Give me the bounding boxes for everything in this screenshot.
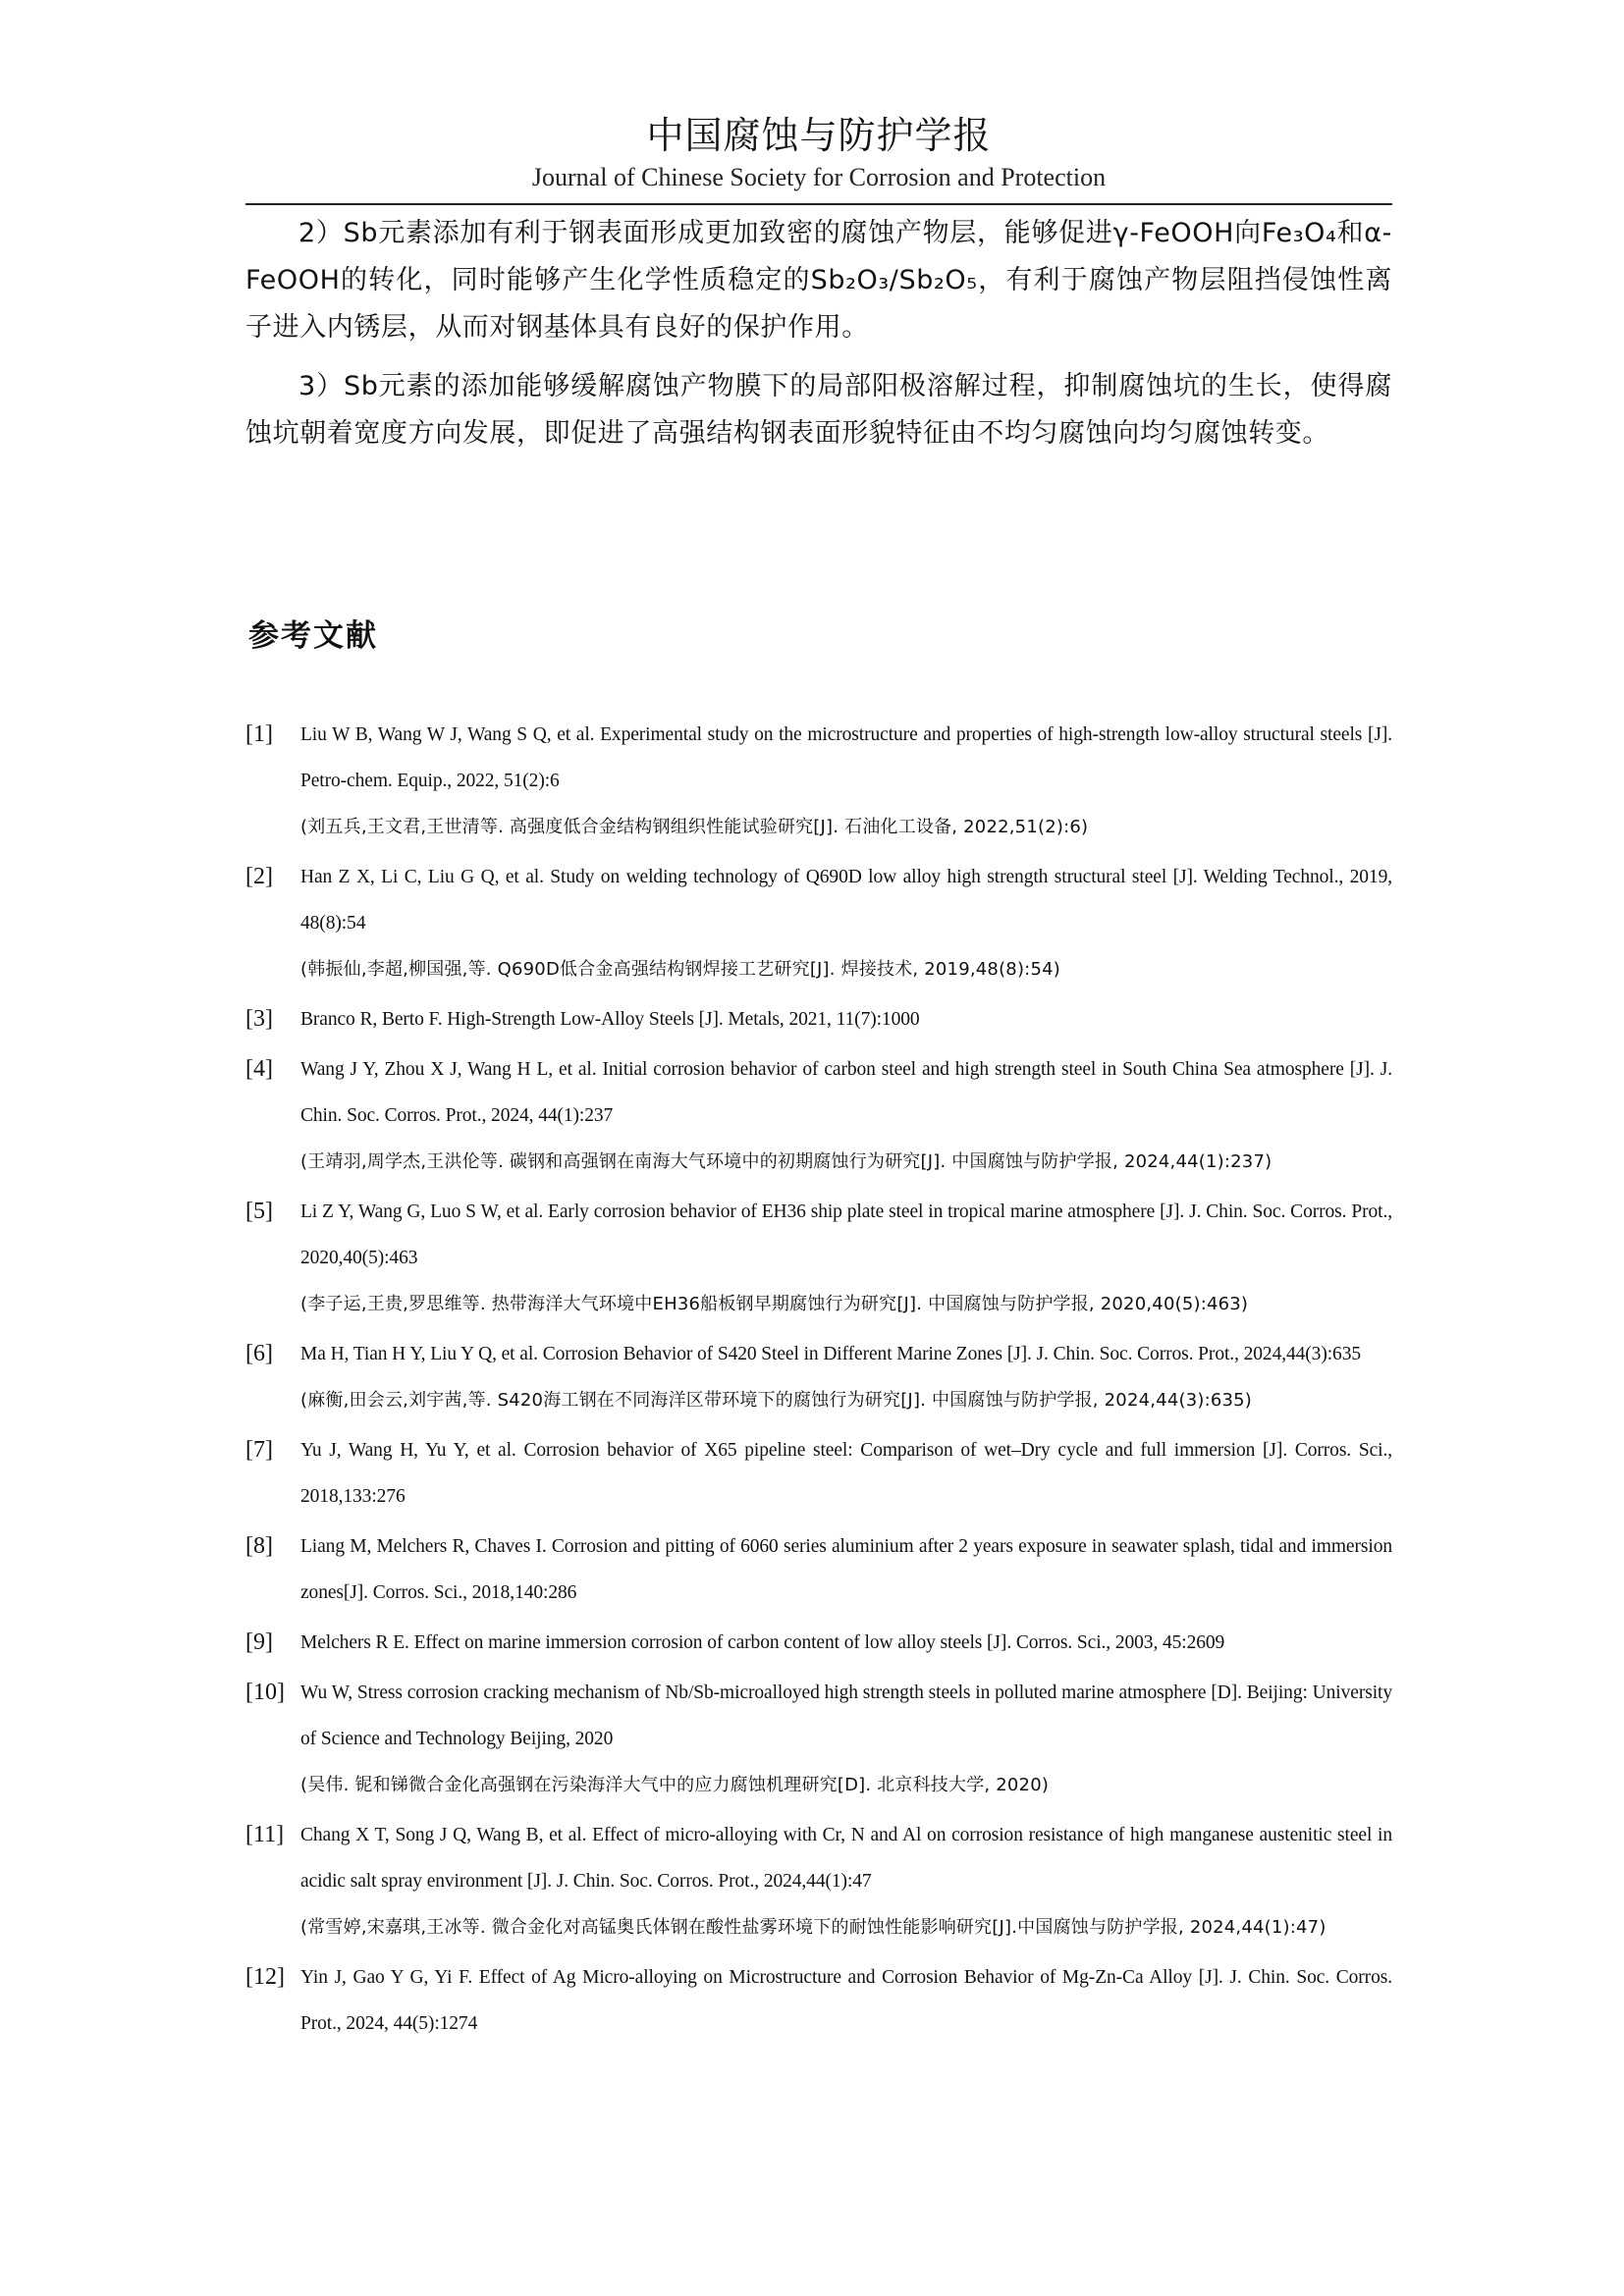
reference-list [245, 712, 1392, 2051]
reference-item [245, 1523, 1392, 1616]
reference-item [245, 1620, 1392, 1666]
header-rule [245, 203, 1392, 205]
reference-text-en: Liu W B, Wang W J, Wang S Q, et al. Experimental study on the microstructure and properties of high-strength low-alloy structural steels [J]. Petro-chem. Equip., 2022, 51(2):6 [300, 724, 1392, 791]
journal-title-en: Journal of Chinese Society for Corrosion and Protection [531, 163, 1107, 191]
reference-number: [5] [245, 1199, 273, 1224]
reference-number: [2] [245, 864, 273, 889]
reference-text-en: Li Z Y, Wang G, Luo S W, et al. Early corrosion behavior of EH36 ship plate steel in tropical marine atmosphere [J]. J. Chin. Soc. Corros. Prot., 2020,40(5):463 [300, 1201, 1392, 1268]
reference-text-zh: (常雪婷,宋嘉琪,王冰等. 微合金化对高锰奥氏体钢在酸性盐雾环境下的耐蚀性能影响研究[J].中国腐蚀与防护学报, 2024,44(1):47) [300, 1917, 1326, 1938]
reference-number: [10] [245, 1680, 285, 1705]
reference-number: [12] [245, 1964, 285, 1990]
reference-text-en: Han Z X, Li C, Liu G Q, et al. Study on welding technology of Q690D low alloy high strength structural steel [J]. Welding Technol., 2019, 48(8):54 [300, 867, 1392, 934]
reference-item [245, 1670, 1392, 1808]
reference-text-en: Branco R, Berto F. High-Strength Low-Alloy Steels [J]. Metals, 2021, 11(7):1000 [300, 1009, 920, 1030]
reference-item [245, 1954, 1392, 2047]
reference-text-en: Ma H, Tian H Y, Liu Y Q, et al. Corrosion Behavior of S420 Steel in Different Marine Zones [J]. J. Chin. Soc. Corros. Prot., 2024,44(3):635 [300, 1344, 1361, 1364]
reference-item [245, 996, 1392, 1042]
reference-number: [8] [245, 1533, 273, 1559]
reference-item [245, 854, 1392, 992]
reference-number: [6] [245, 1341, 273, 1366]
references-heading: 参考文献 [248, 618, 378, 654]
conclusions-section [245, 210, 1392, 469]
conclusion-paragraph: 3）Sb元素的添加能够缓解腐蚀产物膜下的局部阳极溶解过程，抑制腐蚀坑的生长，使得腐蚀坑朝着宽度方向发展，即促进了高强结构钢表面形貌特征由不均匀腐蚀向均匀腐蚀转变。 [245, 371, 1392, 449]
reference-item [245, 1046, 1392, 1185]
reference-item [245, 1331, 1392, 1423]
reference-text-zh: (吴伟. 铌和锑微合金化高强钢在污染海洋大气中的应力腐蚀机理研究[D]. 北京科技大学, 2020) [300, 1775, 1050, 1795]
running-header [245, 110, 1392, 194]
reference-text-en: Liang M, Melchers R, Chaves I. Corrosion and pitting of 6060 series aluminium after 2 years exposure in seawater splash, tidal and immersion zones[J]. Corros. Sci., 2018,140:286 [300, 1536, 1392, 1603]
reference-text-en: Chang X T, Song J Q, Wang B, et al. Effect of micro-alloying with Cr, N and Al on corrosion resistance of high manganese austenitic steel in acidic salt spray environment [J]. J. Chin. Soc. Corros. Prot., 2024,44(1):47 [300, 1825, 1392, 1892]
reference-text-en: Wang J Y, Zhou X J, Wang H L, et al. Initial corrosion behavior of carbon steel and high strength steel in South China Sea atmosphere [J]. J. Chin. Soc. Corros. Prot., 2024, 44(1):237 [300, 1059, 1392, 1126]
reference-item [245, 1427, 1392, 1520]
reference-item [245, 1812, 1392, 1950]
reference-number: [9] [245, 1629, 273, 1655]
reference-text-zh: (李子运,王贵,罗思维等. 热带海洋大气环境中EH36船板钢早期腐蚀行为研究[J]. 中国腐蚀与防护学报, 2020,40(5):463) [300, 1294, 1249, 1314]
conclusion-paragraph: 2）Sb元素添加有利于钢表面形成更加致密的腐蚀产物层，能够促进γ-FeOOH向Fe₃O₄和α-FeOOH的转化，同时能够产生化学性质稳定的Sb₂O₃/Sb₂O₅，有利于腐蚀产物层阻挡侵蚀性离子进入内锈层，从而对钢基体具有良好的保护作用。 [245, 218, 1392, 343]
reference-item [245, 712, 1392, 850]
reference-number: [3] [245, 1006, 273, 1032]
reference-text-en: Wu W, Stress corrosion cracking mechanism of Nb/Sb-microalloyed high strength steels in polluted marine atmosphere [D]. Beijing: University of Science and Technology Beijing, 2020 [300, 1682, 1392, 1749]
reference-text-en: Yin J, Gao Y G, Yi F. Effect of Ag Micro-alloying on Microstructure and Corrosion Behavior of Mg-Zn-Ca Alloy [J]. J. Chin. Soc. Corros. Prot., 2024, 44(5):1274 [300, 1967, 1392, 2034]
reference-number: [1] [245, 721, 273, 747]
reference-text-zh: (刘五兵,王文君,王世清等. 高强度低合金结构钢组织性能试验研究[J]. 石油化工设备, 2022,51(2):6) [300, 817, 1089, 837]
reference-text-zh: (王靖羽,周学杰,王洪伦等. 碳钢和高强钢在南海大气环境中的初期腐蚀行为研究[J]. 中国腐蚀与防护学报, 2024,44(1):237) [300, 1151, 1272, 1172]
reference-text-en: Yu J, Wang H, Yu Y, et al. Corrosion behavior of X65 pipeline steel: Comparison of wet–Dry cycle and full immersion [J]. Corros. Sci., 2018,133:276 [300, 1440, 1392, 1507]
reference-text-zh: (麻衡,田会云,刘宇茜,等. S420海工钢在不同海洋区带环境下的腐蚀行为研究[J]. 中国腐蚀与防护学报, 2024,44(3):635) [300, 1390, 1253, 1411]
reference-item [245, 1189, 1392, 1327]
reference-number: [7] [245, 1437, 273, 1463]
reference-text-zh: (韩振仙,李超,柳国强,等. Q690D低合金高强结构钢焊接工艺研究[J]. 焊接技术, 2019,48(8):54) [300, 959, 1060, 980]
reference-number: [11] [245, 1822, 285, 1847]
reference-number: [4] [245, 1056, 273, 1082]
reference-text-en: Melchers R E. Effect on marine immersion corrosion of carbon content of low alloy steels [J]. Corros. Sci., 2003, 45:2609 [300, 1632, 1225, 1653]
journal-title-zh: 中国腐蚀与防护学报 [646, 114, 992, 157]
